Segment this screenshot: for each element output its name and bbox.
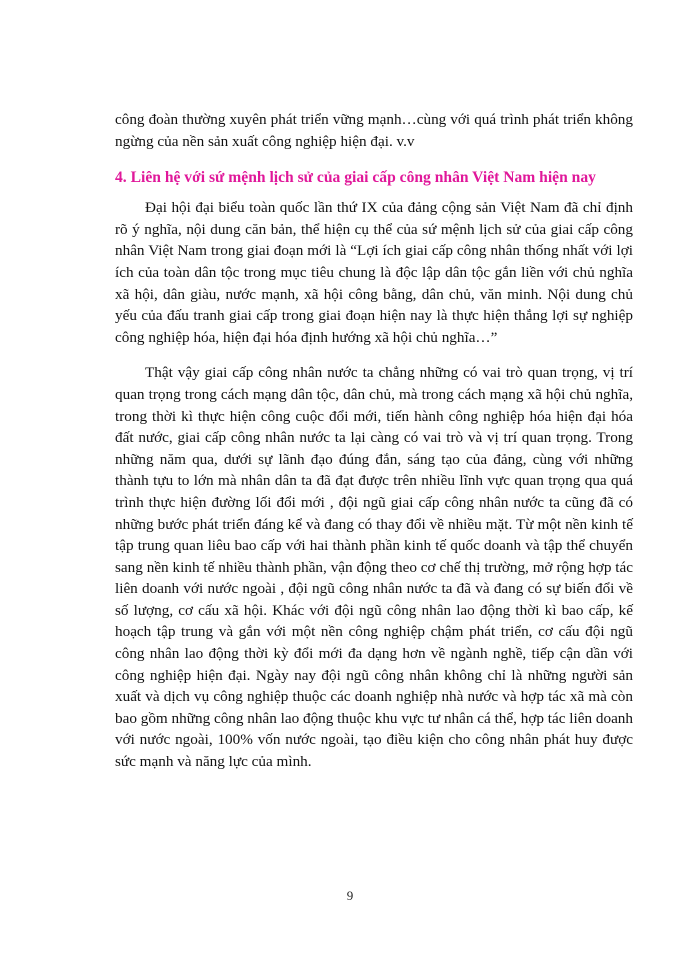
body-paragraph-1: Đại hội đại biểu toàn quốc lần thứ IX của đảng cộng sản Việt Nam đã chỉ định rõ ý nghĩa, nội dung căn bản, thể hiện cụ thể của sứ mệnh lịch sử của giai cấp công nhân Việt Nam trong giai đoạn mới là “Lợi ích giai cấp công nhân thống nhất với lợi ích của toàn dân tộc trong mục tiêu chung là độc lập dân tộc gắn liền với chủ nghĩa xã hội, dân giàu, nước mạnh, xã hội công bằng, dân chủ, văn minh. Nội dung chủ yếu của đấu tranh giai cấp trong giai đoạn hiện nay là thực hiện thắng lợi sự nghiệp công nghiệp hóa, hiện đại hóa định hướng xã hội chủ nghĩa…” — [115, 199, 633, 346]
page-content — [115, 109, 633, 773]
body-paragraph-2: Thật vậy giai cấp công nhân nước ta chẳng những có vai trò quan trọng, vị trí quan trọng trong cách mạng dân tộc, dân chủ, mà trong cách mạng xã hội chủ nghĩa, trong thời kì thực hiện công cuộc đổi mới, tiến hành công nghiệp hóa hiện đại hóa đất nước, giai cấp công nhân nước ta lại càng có vai trò và vị trí quan trọng. Trong những năm qua, dưới sự lãnh đạo đúng đắn, sáng tạo của đảng, cùng với những thành tựu to lớn mà nhân dân ta đã đạt được trên nhiều lĩnh vực quan trọng qua quá trình thực hiện đường lối đổi mới , đội ngũ giai cấp công nhân nước ta cũng đã có những bước phát triển đáng kể và đang có thay đổi về nhiều mặt. Từ một nền kinh tế tập trung quan liêu bao cấp với hai thành phần kinh tế quốc doanh và tập thể chuyển sang nền kinh tế nhiều thành phần, vận động theo cơ chế thị trường, mở rộng hợp tác liên doanh với nước ngoài , đội ngũ công nhân nước ta đã và đang có sự biến đổi về số lượng, cơ cấu xã hội. Khác với đội ngũ công nhân lao động thời kì bao cấp, kế hoạch tập trung và gắn với một nền công nghiệp chậm phát triển, cơ cấu đội ngũ công nhân lao động thời kỳ đổi mới đa dạng hơn về ngành nghề, tiếp cận dần với công nghiệp hiện đại. Ngày nay đội ngũ công nhân không chỉ là những người sản xuất và dịch vụ công nghiệp thuộc các doanh nghiệp nhà nước và hợp tác xã mà còn bao gồm những công nhân lao động thuộc khu vực tư nhân cá thể, hợp tác liên doanh với nước ngoài, 100% vốn nước ngoài, tạo điều kiện cho công nhân phát huy được sức mạnh và năng lực của mình. — [115, 364, 633, 771]
intro-paragraph: công đoàn thường xuyên phát triển vững mạnh…cùng với quá trình phát triển không ngừng của nền sản xuất công nghiệp hiện đại. v.v — [115, 111, 633, 150]
paragraph-spacer — [115, 348, 633, 362]
section-heading: 4. Liên hệ với sứ mệnh lịch sử của giai cấp công nhân Việt Nam hiện nay — [115, 169, 596, 187]
page-number: 9 — [346, 888, 354, 903]
